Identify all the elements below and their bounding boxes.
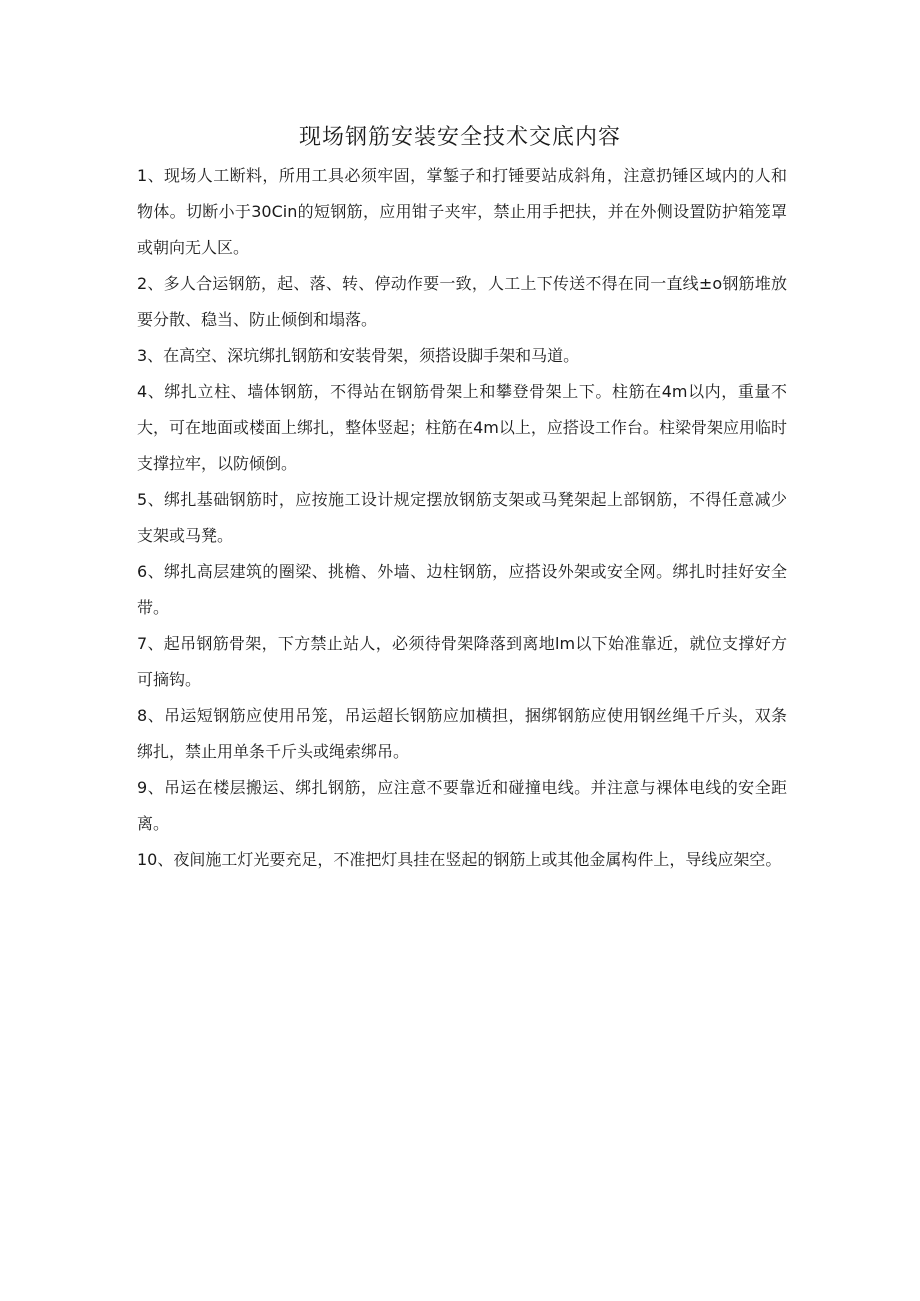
list-item-10: 10、夜间施工灯光要充足，不准把灯具挂在竖起的钢筋上或其他金属构件上，导线应架空。	[137, 850, 782, 869]
list-item-5: 5、绑扎基础钢筋时，应按施工设计规定摆放钢筋支架或马凳架起上部钢筋，不得任意减少支架或马凳。	[137, 490, 787, 545]
list-item-8: 8、吊运短钢筋应使用吊笼，吊运超长钢筋应加横担，捆绑钢筋应使用钢丝绳千斤头，双条绑扎，禁止用单条千斤头或绳索绑吊。	[137, 706, 787, 761]
list-item-3: 3、在高空、深坑绑扎钢筋和安装骨架，须搭设脚手架和马道。	[137, 346, 580, 365]
list-item-1: 1、现场人工断料，所用工具必须牢固，掌錾子和打锤要站成斜角，注意扔锤区域内的人和物体。切断小于30Cin的短钢筋，应用钳子夹牢，禁止用手把扶，并在外侧设置防护箱笼罩或朝向无人区。	[137, 166, 787, 257]
document-title: 现场钢筋安装安全技术交底内容	[298, 125, 621, 150]
list-item-2: 2、多人合运钢筋，起、落、转、停动作要一致，人工上下传送不得在同一直线±o钢筋堆放要分散、稳当、防止倾倒和塌落。	[137, 274, 787, 329]
list-item-4: 4、绑扎立柱、墙体钢筋，不得站在钢筋骨架上和攀登骨架上下。柱筋在4m以内，重量不大，可在地面或楼面上绑扎，整体竖起；柱筋在4m以上，应搭设工作台。柱梁骨架应用临时支撑拉牢，以防倾倒。	[137, 382, 787, 473]
document-body	[137, 158, 787, 878]
list-item-7: 7、起吊钢筋骨架，下方禁止站人，必须待骨架降落到离地lm以下始准靠近，就位支撑好方可摘钩。	[137, 634, 787, 689]
list-item-9: 9、吊运在楼层搬运、绑扎钢筋，应注意不要靠近和碰撞电线。并注意与裸体电线的安全距离。	[137, 778, 787, 833]
list-item-6: 6、绑扎高层建筑的圈梁、挑檐、外墙、边柱钢筋，应搭设外架或安全网。绑扎时挂好安全带。	[137, 562, 787, 617]
